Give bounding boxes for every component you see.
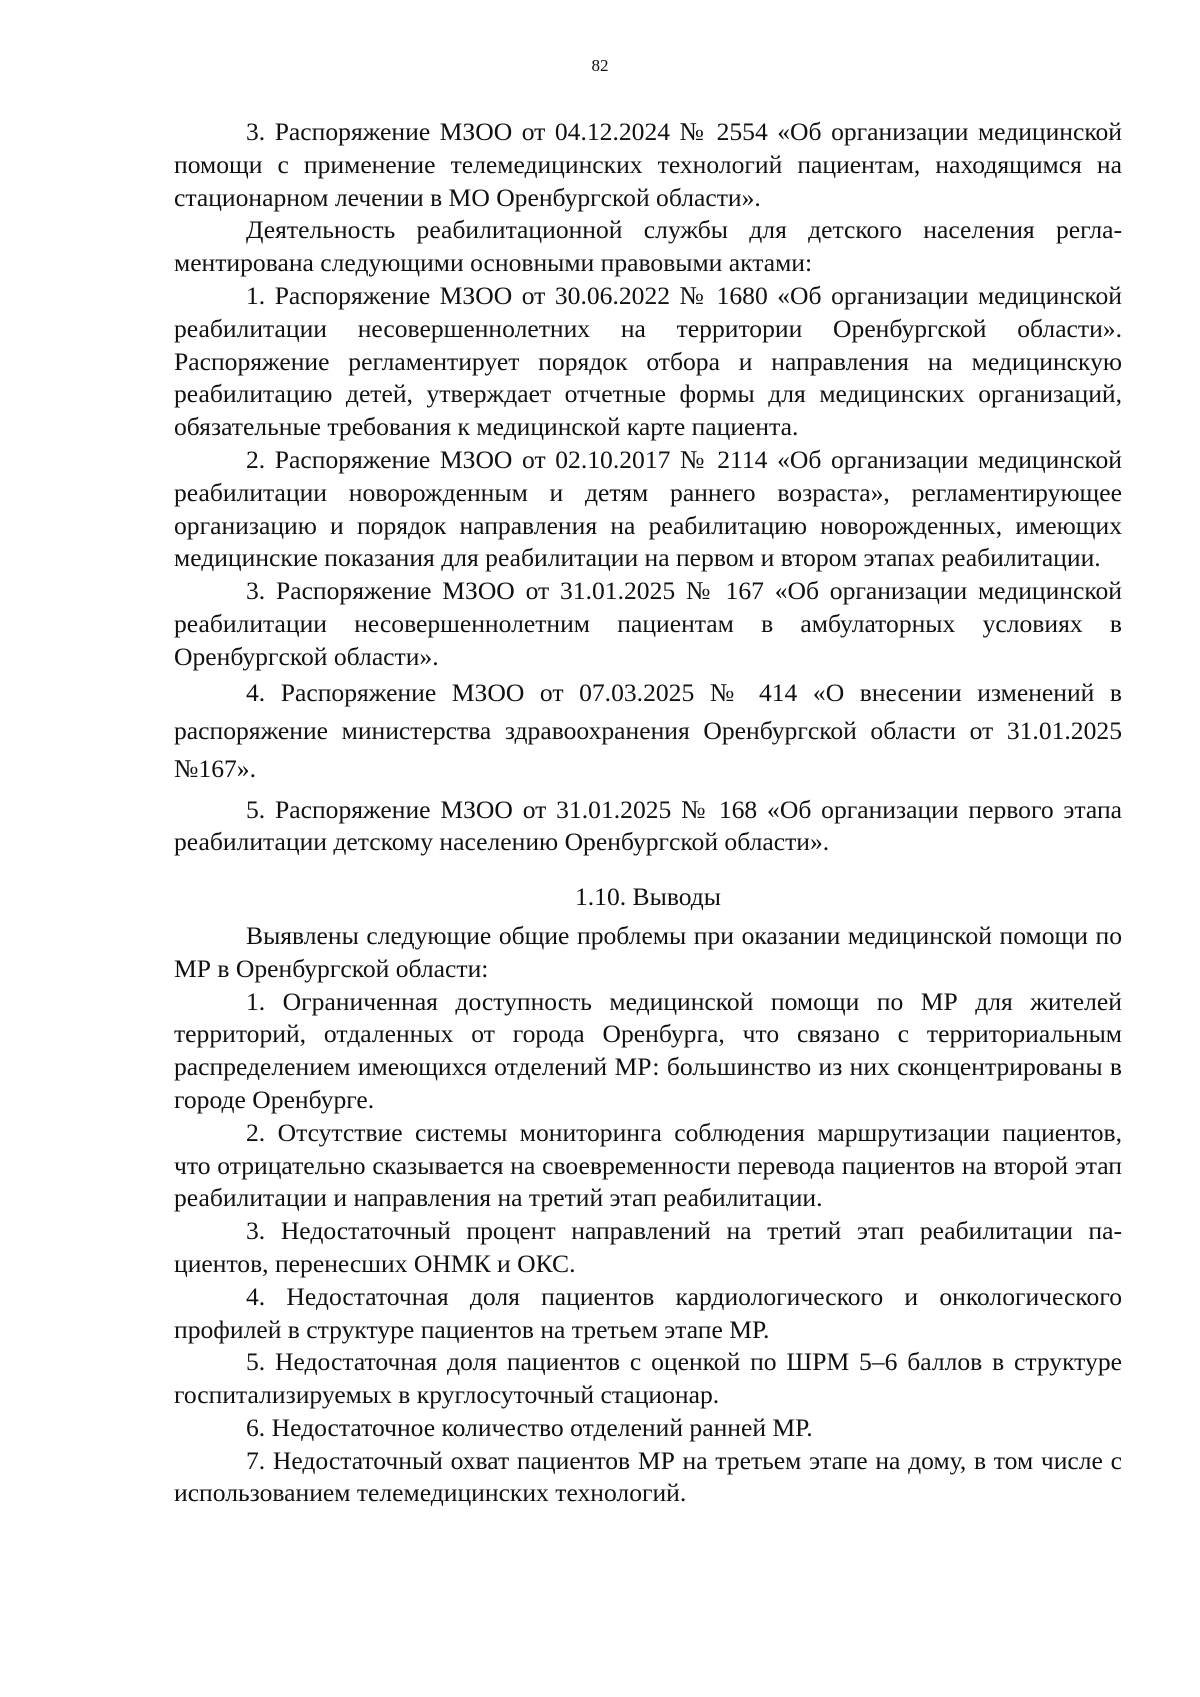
paragraph-children-intro: Деятельность реабилитационной службы для детского населения регламентирована следующими основными правовыми актами: — [174, 215, 1122, 278]
paragraph-order-2114: 2. Распоряжение МЗОО от 02.10.2017 № 2114 «Об организации медицинской реабилитации новорожденным и детям раннего возраста», регламентирующее организацию и порядок направления на реабилитацию новорожденных, имеющих медицинские показания для реабилитации на первом и втором этапах реабилитации. — [174, 444, 1122, 573]
conclusion-item: 7. Недостаточный охват пациентов МР на третьем этапе на дому, в том числе с использованием телемедицинских технологий. — [174, 1445, 1122, 1508]
conclusion-item: 1. Ограниченная доступность медицинской помощи по МР для жителей территорий, отдаленных от города Оренбурга, что связано с территориальным распределением имеющихся отделений МР: большинство из них сконцентрированы в городе Оренбурге. — [174, 986, 1122, 1114]
paragraph-order-167: 3. Распоряжение МЗОО от 31.01.2025 № 167 «Об организации медицинской реабилитации несовершеннолетним пациентам в амбулаторных условиях в Оренбургской области». — [174, 576, 1122, 671]
section-heading: 1.10. Выводы — [574, 882, 722, 912]
paragraph-order-2554: 3. Распоряжение МЗОО от 04.12.2024 № 2554 «Об организации медицинской помощи с применение телемедицинских технологий пациентам, находящимся на стационарном лечении в МО Оренбургской области». — [174, 117, 1122, 212]
paragraph-order-414: 4. Распоряжение МЗОО от 07.03.2025 № 414 «О внесении изменений в распоряжение министерства здравоохранения Оренбургской области от 31.01.2025 №167». — [174, 677, 1122, 783]
document-body — [174, 116, 1122, 1510]
page-number: 82 — [591, 56, 609, 75]
paragraph-order-168: 5. Распоряжение МЗОО от 31.01.2025 № 168 «Об организации первого этапа реабилитации детскому населению Оренбургской области». — [174, 794, 1122, 857]
conclusion-item: 6. Недостаточное количество отделений ранней МР. — [246, 1412, 813, 1442]
paragraph-order-1680: 1. Распоряжение МЗОО от 30.06.2022 № 1680 «Об организации медицинской реабилитации несовершеннолетних на территории Оренбургской области». Распоряжение регламентирует порядок отбора и направления на медицинскую реабилитацию детей, утверждает отчетные формы для медицинских организаций, обязательные требования к медицинской карте пациента. — [174, 280, 1122, 442]
conclusions-intro: Выявлены следующие общие проблемы при оказании медицинской помощи по МР в Оренбургской области: — [174, 920, 1122, 983]
conclusion-item: 3. Недостаточный процент направлений на третий этап реабилитации пациентов, перенесших ОНМК и ОКС. — [174, 1216, 1122, 1278]
conclusion-item: 5. Недостаточная доля пациентов с оценкой по ШРМ 5–6 баллов в структуре госпитализируемых в круглосуточный стационар. — [174, 1347, 1122, 1410]
conclusion-item: 4. Недостаточная доля пациентов кардиологического и онкологического профилей в структуре пациентов на третьем этапе МР. — [174, 1281, 1122, 1344]
conclusion-item: 2. Отсутствие системы мониторинга соблюдения маршрутизации пациентов, что отрицательно сказывается на своевременности перевода пациентов на второй этап реабилитации и направления на третий этап реабилитации. — [174, 1117, 1122, 1213]
